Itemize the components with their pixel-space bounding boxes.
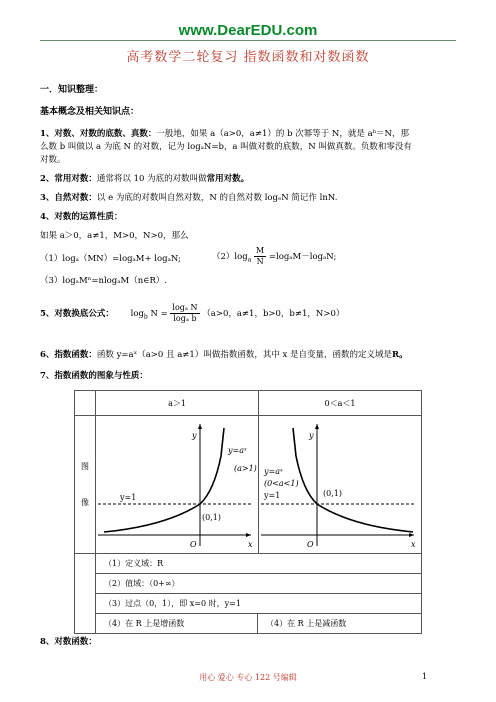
y1-label: y=1: [120, 493, 137, 502]
para-1-label: 1、对数、对数的底数、真数：: [40, 129, 157, 139]
rule-2-rhs: =logₐM－logₐN;: [268, 252, 337, 262]
header-divider: [40, 40, 456, 41]
row-label-graph: [75, 416, 96, 554]
rule-2-fraction: [254, 246, 266, 267]
basic-heading: 基本概念及相关知识点：: [40, 107, 140, 117]
y-label: y: [309, 431, 314, 440]
formula-lhs: log: [130, 309, 144, 319]
prop-range: （2）值域：（0+∞）: [96, 574, 421, 594]
para-4-line-1: 如果 a＞0，a≠1，M>0，N>0，那么: [40, 231, 189, 241]
rule-2: [212, 246, 336, 267]
para-3: [40, 192, 337, 205]
point-label: (0,1): [323, 489, 342, 498]
graph-a-lt-1-cell: [259, 416, 422, 554]
col-header-a-gt-1: a＞1: [96, 391, 259, 416]
function-label: y=aˣ: [228, 446, 247, 455]
para-3-text: 以 e 为底的对数叫自然对数，N 的自然对数 logₑN 简记作 lnN.: [96, 193, 338, 203]
exp-function-table: [74, 390, 422, 634]
x-arrow: [246, 533, 251, 537]
formula-den: logₐ b: [173, 314, 197, 323]
para-6: [40, 349, 408, 362]
condition-label: (a>1): [234, 464, 257, 473]
para-1-line-2: 么数 b 叫做以 a 为底 N 的对数，记为 logₐN=b，a 叫做对数的底数，N 叫做真数。负数和零没有: [40, 142, 412, 152]
rule-2-log: （2）log: [212, 252, 248, 262]
para-2: [40, 173, 249, 186]
page-number: 1: [422, 672, 428, 681]
formula-condition: （a>0，a≠1，b>0，b≠1，N>0）: [202, 309, 345, 319]
y-arrow: [198, 424, 202, 429]
x-arrow: [409, 533, 414, 537]
rule-3: （3）logₐMⁿ=nlogₐM（n∈R）.: [40, 276, 168, 286]
page-title: 高考数学二轮复习 指数函数和对数函数: [126, 50, 370, 65]
para-2-bold: 常用对数。: [206, 174, 250, 184]
exp-curve-decreasing: [293, 428, 413, 532]
y-arrow: [315, 424, 319, 429]
para-2-label: 2、常用对数：: [40, 174, 97, 184]
para-4-label: 4、对数的运算性质：: [40, 212, 123, 222]
footer-text: 用心 爱心 专心 122 号编辑: [199, 673, 297, 682]
formula-fraction: [170, 303, 199, 324]
prop-point: （3）过点（0，1），即 x=0 时，y=1: [96, 594, 421, 614]
formula-lhs-sub: b: [143, 313, 148, 321]
graph-a-gt-1-cell: [96, 416, 259, 554]
para-5-label: 5、对数换底公式：: [40, 309, 114, 319]
origin-label: O: [190, 540, 197, 549]
para-8-label: 8、对数函数：: [40, 637, 97, 647]
rule-2-sub: a: [247, 256, 252, 264]
col-header-a-lt-1: 0＜a＜1: [259, 391, 422, 416]
para-6-bold: R。: [392, 350, 408, 360]
para-3-label: 3、自然对数：: [40, 193, 97, 203]
section-heading: 一．知识整理：: [40, 85, 104, 95]
graph-decreasing: [259, 416, 421, 551]
para-6-label: 6、指数函数：: [40, 350, 97, 360]
condition-label: (0<a<1): [264, 479, 299, 488]
para-1-line-3: 对数。: [40, 155, 66, 165]
para-2-text: 通常将以 10 为底的对数叫做: [96, 174, 207, 184]
rule-2-den: N: [256, 257, 264, 266]
para-5: [40, 303, 344, 324]
y-label: y: [192, 431, 197, 440]
para-7-label: 7、指数函数的图象与性质：: [40, 371, 148, 381]
rule-1: （1）logₐ（MN）=logₐM+ logₐN;: [40, 254, 181, 264]
props-label-cell: [75, 554, 96, 634]
point-label: (0,1): [202, 513, 221, 522]
x-label: x: [248, 540, 253, 549]
formula-lhs-var: N =: [150, 309, 168, 319]
x-label: x: [411, 540, 416, 549]
para-1-line-1: [40, 128, 409, 141]
function-label: y=aˣ: [264, 467, 283, 476]
para-1-text: 一般地，如果 a（a>0，a≠1）的 b 次幂等于 N，就是 aᵇ＝N，那: [156, 129, 409, 139]
prop-increasing: （4）在 R 上是增函数: [96, 614, 258, 633]
rule-2-num: M: [255, 246, 265, 255]
y1-label: y=1: [264, 491, 281, 500]
graph-increasing: [96, 416, 258, 551]
origin-label: O: [307, 540, 314, 549]
prop-decreasing: （4）在 R 上是减函数: [266, 619, 347, 628]
formula-num: logₐ N: [172, 303, 198, 312]
prop-domain: （1）定义域：R: [96, 554, 421, 574]
site-header: www.DearEDU.com: [178, 22, 318, 39]
prop-monotonic-row: [96, 614, 421, 633]
para-6-text: 函数 y=aˣ（a>0 且 a≠1）叫做指数函数，其中 x 是自变量，函数的定义域是: [96, 350, 393, 360]
row-label-2: 像: [81, 497, 89, 507]
row-label-1: 图: [81, 461, 89, 471]
props-cell: [96, 554, 422, 634]
corner-cell: [75, 391, 96, 416]
